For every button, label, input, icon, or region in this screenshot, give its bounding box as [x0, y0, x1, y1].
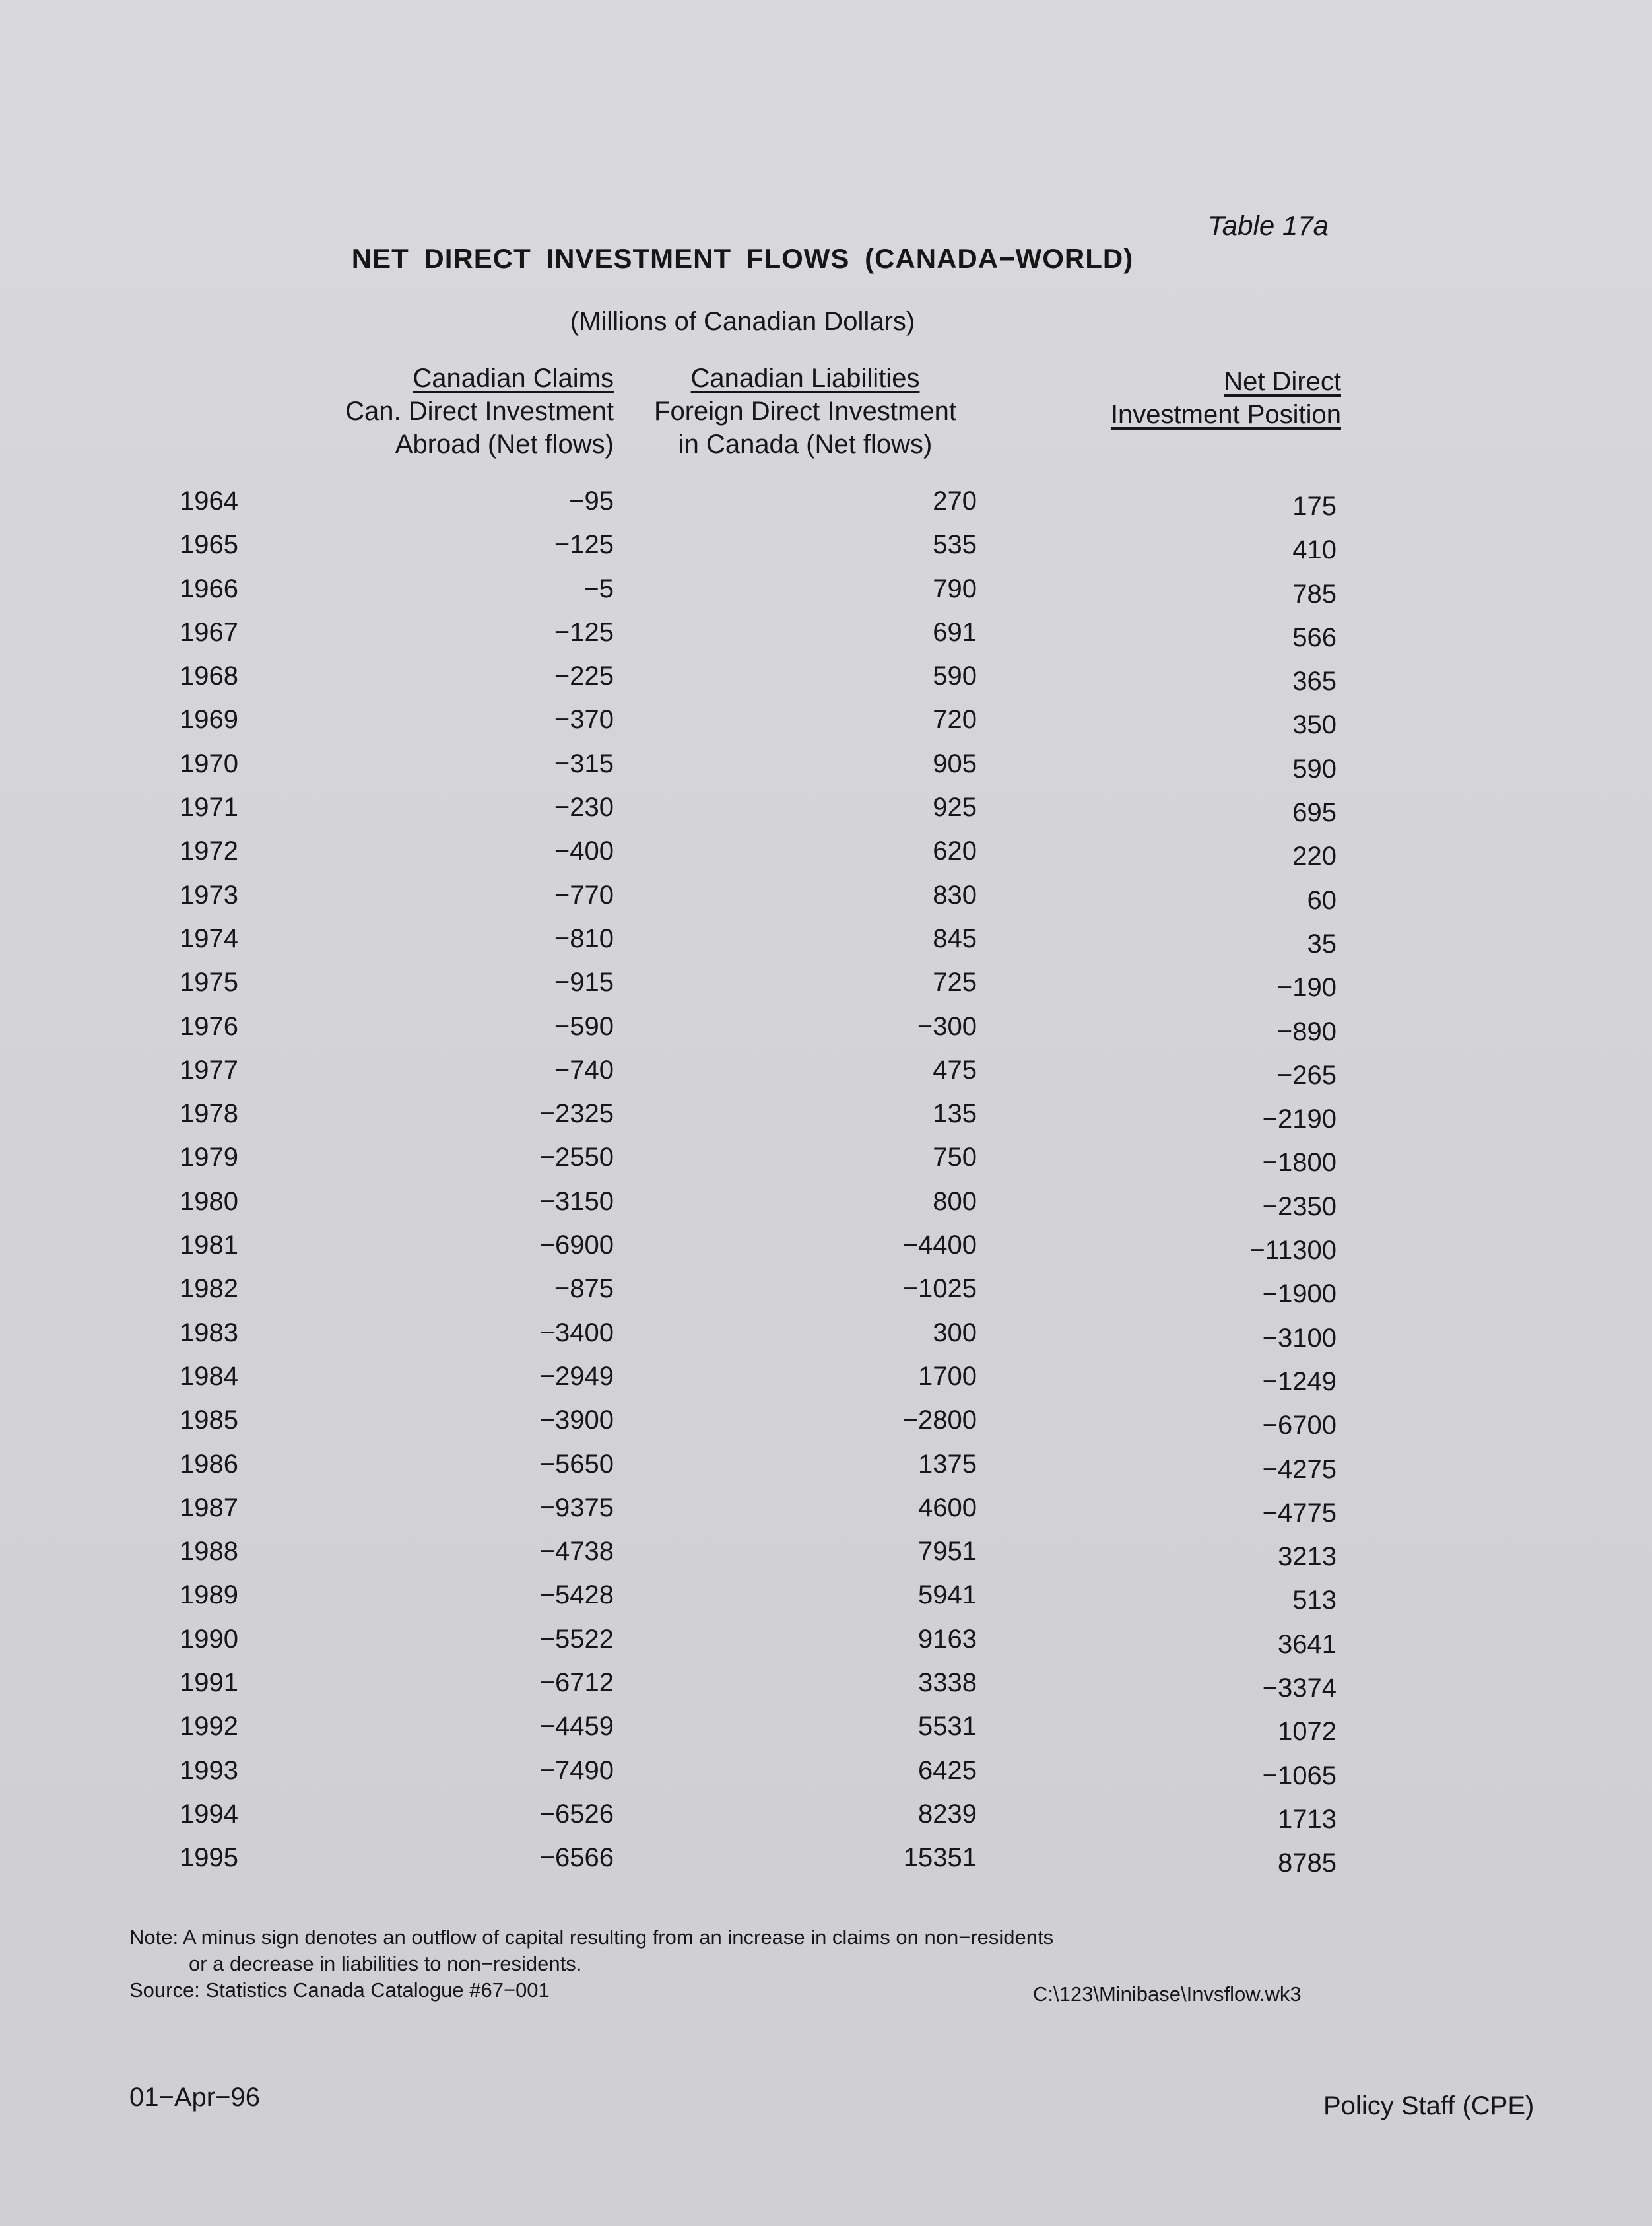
source-line: Source: Statistics Canada Catalogue #67−001 — [129, 1978, 550, 2002]
net-position-cell: 1072 — [1278, 1717, 1337, 1747]
table-row — [0, 661, 1652, 705]
table-row — [0, 1580, 1652, 1624]
liabilities-cell: 300 — [933, 1318, 977, 1347]
year-cell: 1994 — [180, 1799, 238, 1829]
claims-cell: −4738 — [539, 1537, 614, 1567]
claims-cell: −5 — [583, 574, 614, 603]
table-row — [0, 1493, 1652, 1537]
year-cell: 1993 — [180, 1755, 238, 1785]
liabilities-cell: 6425 — [918, 1755, 977, 1785]
net-position-cell: 785 — [1292, 579, 1337, 609]
table-row — [0, 1274, 1652, 1318]
liabilities-cell: 5531 — [918, 1712, 977, 1741]
year-cell: 1992 — [180, 1712, 238, 1741]
liabilities-cell: 270 — [933, 487, 977, 516]
year-cell: 1985 — [180, 1405, 238, 1435]
column-heading-liabilities: Canadian Liabilities — [690, 364, 920, 393]
liabilities-cell: 475 — [933, 1055, 977, 1085]
net-position-cell: −4775 — [1262, 1498, 1337, 1528]
column-subheading-claims-1: Can. Direct Investment — [345, 397, 614, 426]
net-position-cell: 566 — [1292, 623, 1337, 652]
liabilities-cell: −300 — [917, 1011, 977, 1041]
liabilities-cell: 800 — [933, 1186, 977, 1216]
claims-cell: −590 — [554, 1011, 614, 1041]
year-cell: 1982 — [180, 1274, 238, 1304]
net-position-cell: −3374 — [1262, 1673, 1337, 1703]
liabilities-cell: 9163 — [918, 1624, 977, 1654]
net-position-cell: −890 — [1276, 1017, 1337, 1046]
liabilities-cell: 830 — [933, 880, 977, 910]
liabilities-cell: −2800 — [902, 1405, 977, 1435]
claims-cell: −370 — [554, 705, 614, 735]
footer-author: Policy Staff (CPE) — [1323, 2091, 1535, 2120]
claims-cell: −740 — [554, 1055, 614, 1085]
table-row — [0, 618, 1652, 661]
claims-cell: −810 — [554, 924, 614, 953]
net-position-cell: 590 — [1292, 754, 1337, 784]
file-path: C:\123\Minibase\Invsflow.wk3 — [1033, 1982, 1302, 2006]
table-row — [0, 1143, 1652, 1186]
claims-cell: −4459 — [539, 1712, 614, 1741]
table-row — [0, 530, 1652, 574]
table-row — [0, 924, 1652, 968]
liabilities-cell: 725 — [933, 968, 977, 997]
liabilities-cell: 3338 — [918, 1668, 977, 1698]
table-row — [0, 1099, 1652, 1143]
year-cell: 1995 — [180, 1843, 238, 1873]
year-cell: 1969 — [180, 705, 238, 735]
table-row — [0, 1756, 1652, 1800]
net-position-cell: 35 — [1307, 929, 1337, 959]
claims-cell: −5650 — [539, 1449, 614, 1479]
year-cell: 1987 — [180, 1493, 238, 1522]
column-header-net — [1056, 365, 1341, 431]
table-title: NET DIRECT INVESTMENT FLOWS (CANADA−WORLD) — [351, 243, 1134, 274]
net-position-cell: −1900 — [1262, 1279, 1337, 1309]
liabilities-cell: 691 — [933, 617, 977, 647]
year-cell: 1991 — [180, 1668, 238, 1698]
claims-cell: −9375 — [539, 1493, 614, 1522]
liabilities-cell: 4600 — [918, 1493, 977, 1522]
year-cell: 1968 — [180, 661, 238, 691]
table-row — [0, 1625, 1652, 1668]
claims-cell: −6712 — [539, 1668, 614, 1698]
year-cell: 1990 — [180, 1624, 238, 1654]
year-cell: 1966 — [180, 574, 238, 603]
claims-cell: −2325 — [539, 1099, 614, 1129]
table-row — [0, 836, 1652, 880]
year-cell: 1986 — [180, 1449, 238, 1479]
year-cell: 1975 — [180, 968, 238, 997]
table-row — [0, 574, 1652, 618]
claims-cell: −915 — [554, 968, 614, 997]
column-subheading-liabilities-1: Foreign Direct Investment — [654, 397, 956, 426]
net-position-cell: −6700 — [1262, 1411, 1337, 1440]
net-position-cell: 350 — [1292, 710, 1337, 740]
table-row — [0, 1843, 1652, 1887]
year-cell: 1972 — [180, 836, 238, 866]
claims-cell: −3900 — [539, 1405, 614, 1435]
net-position-cell: −2350 — [1262, 1192, 1337, 1221]
claims-cell: −6900 — [539, 1231, 614, 1260]
liabilities-cell: 750 — [933, 1143, 977, 1172]
claims-cell: −6566 — [539, 1843, 614, 1873]
net-position-cell: 410 — [1292, 535, 1337, 565]
net-position-cell: −190 — [1276, 973, 1337, 1003]
claims-cell: −315 — [554, 749, 614, 778]
claims-cell: −6526 — [539, 1799, 614, 1829]
liabilities-cell: 15351 — [903, 1843, 977, 1873]
claims-cell: −400 — [554, 836, 614, 866]
claims-cell: −2550 — [539, 1143, 614, 1172]
liabilities-cell: 535 — [933, 530, 977, 560]
year-cell: 1979 — [180, 1143, 238, 1172]
table-body — [0, 487, 1652, 1887]
claims-cell: −770 — [554, 880, 614, 910]
table-row — [0, 1318, 1652, 1362]
net-position-cell: 175 — [1292, 492, 1337, 521]
liabilities-cell: −1025 — [902, 1274, 977, 1304]
table-row — [0, 1231, 1652, 1274]
liabilities-cell: 620 — [933, 836, 977, 866]
table-row — [0, 1056, 1652, 1099]
net-position-cell: 60 — [1307, 885, 1337, 915]
table-row — [0, 749, 1652, 793]
column-subheading-liabilities-2: in Canada (Net flows) — [678, 430, 933, 459]
table-row — [0, 487, 1652, 530]
year-cell: 1967 — [180, 617, 238, 647]
note-line-2: or a decrease in liabilities to non−residents. — [189, 1952, 582, 1975]
net-position-cell: 513 — [1292, 1586, 1337, 1615]
liabilities-cell: 7951 — [918, 1537, 977, 1567]
table-row — [0, 968, 1652, 1011]
year-cell: 1989 — [180, 1580, 238, 1610]
net-position-cell: −11300 — [1249, 1236, 1337, 1265]
year-cell: 1981 — [180, 1231, 238, 1260]
column-subheading-claims-2: Abroad (Net flows) — [395, 430, 614, 459]
table-label: Table 17a — [1208, 210, 1329, 241]
net-position-cell: −1800 — [1262, 1148, 1337, 1178]
claims-cell: −2949 — [539, 1361, 614, 1391]
column-header-liabilities — [634, 362, 977, 461]
year-cell: 1984 — [180, 1361, 238, 1391]
table-row — [0, 705, 1652, 749]
year-cell: 1964 — [180, 487, 238, 516]
net-position-cell: −1249 — [1262, 1366, 1337, 1396]
year-cell: 1977 — [180, 1055, 238, 1085]
table-row — [0, 881, 1652, 924]
liabilities-cell: 1700 — [918, 1361, 977, 1391]
claims-cell: −95 — [569, 487, 614, 516]
liabilities-cell: 905 — [933, 749, 977, 778]
liabilities-cell: 5941 — [918, 1580, 977, 1610]
year-cell: 1974 — [180, 924, 238, 953]
claims-cell: −125 — [554, 530, 614, 560]
table-row — [0, 1012, 1652, 1056]
table-row — [0, 1362, 1652, 1405]
year-cell: 1988 — [180, 1537, 238, 1567]
net-position-cell: −2190 — [1262, 1104, 1337, 1134]
liabilities-cell: 135 — [933, 1099, 977, 1129]
column-heading-net: Net Direct — [1224, 367, 1341, 396]
liabilities-cell: −4400 — [902, 1231, 977, 1260]
net-position-cell: 3213 — [1278, 1542, 1337, 1572]
table-subtitle: (Millions of Canadian Dollars) — [570, 307, 915, 336]
liabilities-cell: 590 — [933, 661, 977, 691]
note-line-1: Note: A minus sign denotes an outflow of capital resulting from an increase in claims on non−residents — [129, 1926, 1054, 1949]
table-row — [0, 1450, 1652, 1493]
document-date: 01−Apr−96 — [129, 2083, 260, 2112]
year-cell: 1978 — [180, 1099, 238, 1129]
year-cell: 1965 — [180, 530, 238, 560]
net-position-cell: 365 — [1292, 667, 1337, 696]
year-cell: 1973 — [180, 880, 238, 910]
column-header-claims — [284, 362, 614, 461]
claims-cell: −5522 — [539, 1624, 614, 1654]
table-row — [0, 1537, 1652, 1580]
table-note — [129, 1924, 1053, 2004]
year-cell: 1976 — [180, 1011, 238, 1041]
column-heading-claims: Canadian Claims — [413, 364, 614, 393]
column-subheading-net: Investment Position — [1110, 400, 1341, 429]
net-position-cell: 3641 — [1278, 1629, 1337, 1659]
liabilities-cell: 1375 — [918, 1449, 977, 1479]
liabilities-cell: 8239 — [918, 1799, 977, 1829]
claims-cell: −7490 — [539, 1755, 614, 1785]
table-row — [0, 1668, 1652, 1712]
table-row — [0, 1800, 1652, 1843]
net-position-cell: −1065 — [1262, 1761, 1337, 1790]
net-position-cell: 220 — [1292, 842, 1337, 871]
liabilities-cell: 925 — [933, 793, 977, 823]
claims-cell: −3150 — [539, 1186, 614, 1216]
table-row — [0, 1712, 1652, 1755]
claims-cell: −125 — [554, 617, 614, 647]
table-row — [0, 1187, 1652, 1231]
net-position-cell: −3100 — [1262, 1323, 1337, 1353]
net-position-cell: 8785 — [1278, 1848, 1337, 1878]
claims-cell: −230 — [554, 793, 614, 823]
net-position-cell: 1713 — [1278, 1804, 1337, 1834]
net-position-cell: −265 — [1276, 1060, 1337, 1090]
claims-cell: −875 — [554, 1274, 614, 1304]
claims-cell: −225 — [554, 661, 614, 691]
table-row — [0, 1405, 1652, 1449]
liabilities-cell: 720 — [933, 705, 977, 735]
claims-cell: −3400 — [539, 1318, 614, 1347]
claims-cell: −5428 — [539, 1580, 614, 1610]
year-cell: 1980 — [180, 1186, 238, 1216]
net-position-cell: 695 — [1292, 798, 1337, 828]
net-position-cell: −4275 — [1262, 1454, 1337, 1484]
liabilities-cell: 845 — [933, 924, 977, 953]
liabilities-cell: 790 — [933, 574, 977, 603]
year-cell: 1983 — [180, 1318, 238, 1347]
year-cell: 1971 — [180, 793, 238, 823]
year-cell: 1970 — [180, 749, 238, 778]
table-row — [0, 793, 1652, 836]
